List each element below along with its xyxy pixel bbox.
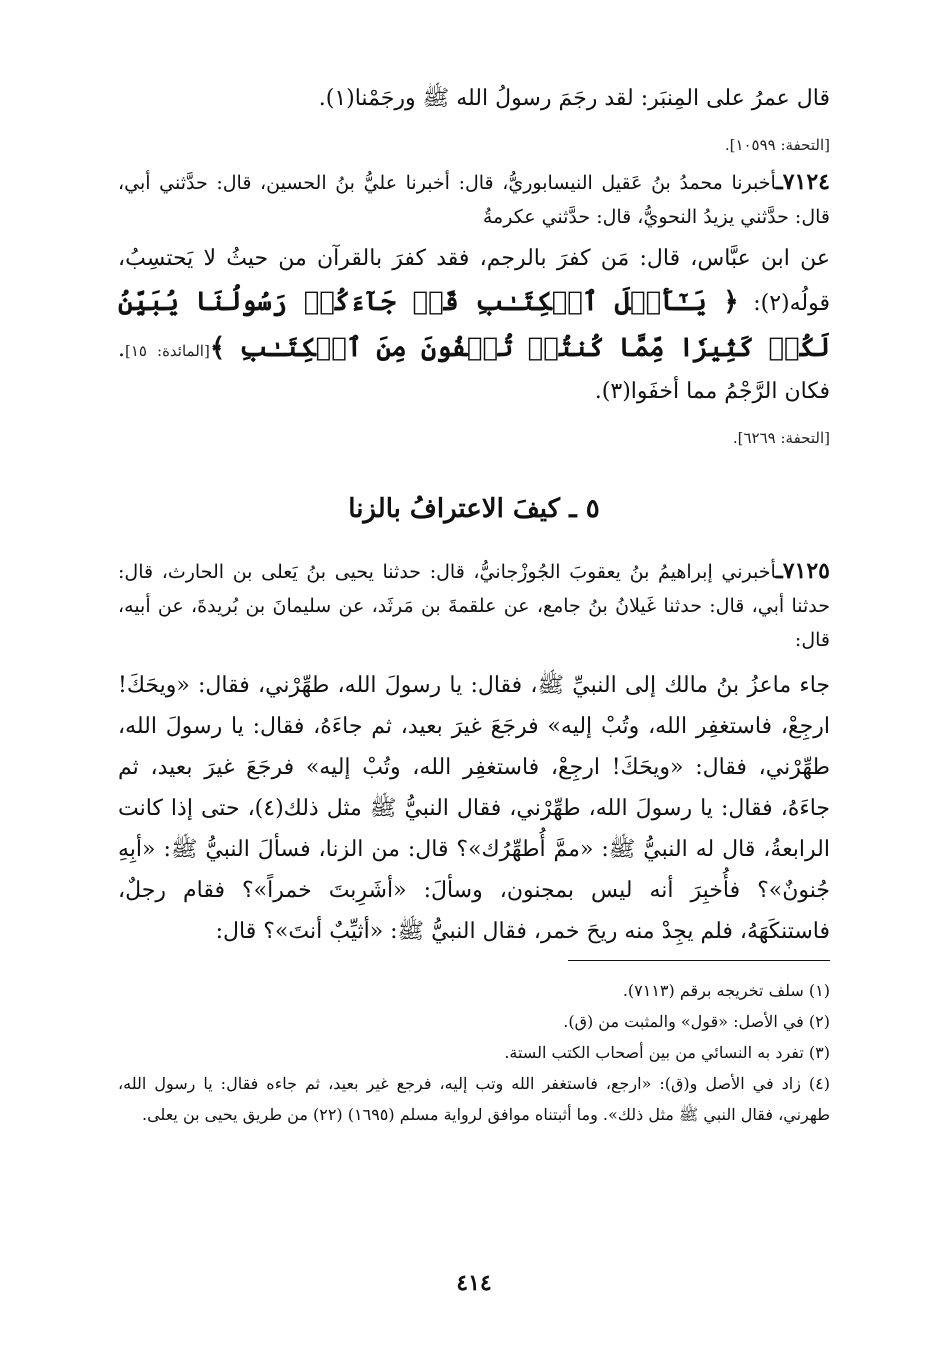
tuhfa-reference-1: [التحفة: ١٠٥٩٩]. xyxy=(724,136,830,154)
footnote-divider xyxy=(568,960,830,961)
hadith-7124-number: ٧١٢٤ـ xyxy=(776,169,830,195)
footnote-4: (٤) زاد في الأصل و(ق): «ارجع، فاستغفر الله وتب إليه، فرجع غير بعيد، ثم جاءه فقال: يا رسول الله، طهرني، فقال النبي ﷺ مثل ذلك». وما أثبتناه موافق لرواية مسلم (١٦٩٥) (٢٢) من طريق يحيى بن يعلى. xyxy=(118,1074,830,1124)
hadith-7125-isnad-text: أخبرني إبراهيمُ بنُ يعقوبَ الجُوزْجانيُّ، قال: حدثنا يحيى بنُ يَعلى بن الحارث، قال: حدثنا أبي، قال: حدثنا غَيلانُ بنُ جامع، عن علقمةَ بن مَرثَد، عن سليمانَ بن بُريدةَ، عن أبيه، قال: xyxy=(118,561,830,651)
hadith-7125-number: ٧١٢٥ـ xyxy=(776,558,830,584)
section-title: ٥ ـ كيفَ الاعترافُ بالزنا xyxy=(348,494,600,524)
quran-verse: ﴿ يَـٰٓأَهۡلَ ٱلۡكِتَـٰبِ قَدۡ جَآءَكُمۡ رَسُولُنَا يُبَيِّنُ لَكُمۡ كَثِيرٗا مِّمَّا كُنتُمۡ تُخۡفُونَ مِنَ ٱلۡكِتَـٰبِ ﴾ xyxy=(118,287,831,363)
hadith-7124-isnad xyxy=(118,165,830,234)
quran-verse-reference: [المائدة: ١٥] xyxy=(125,342,210,360)
hadith-7125-isnad xyxy=(118,554,830,657)
hadith-7124-matn xyxy=(118,238,830,412)
opening-line: قال عمرُ على المِنبَر: لقد رجَمَ رسولُ الله ﷺ ورجَمْنا(١). xyxy=(318,86,830,111)
tuhfa-reference-2: [التحفة: ٦٢٦٩]. xyxy=(732,429,830,447)
page-number: ٤١٤ xyxy=(456,1270,492,1296)
footnote-2: (٢) في الأصل: «قول» والمثبت من (ق). xyxy=(563,1012,830,1031)
footnote-1: (١) سلف تخريجه برقم (٧١١٣). xyxy=(622,981,830,1000)
footnote-3: (٣) تفرد به النسائي من بين أصحاب الكتب الستة. xyxy=(504,1043,830,1062)
hadith-7125-matn: جاء ماعزُ بنُ مالك إلى النبيِّ ﷺ، فقال: يا رسولَ الله، طهِّرْني، فقال: «ويحَكَ! ارجِعْ، فاستغفِر الله، وتُبْ إليه» فرجَعَ غيرَ بعيد، ثم جاءَهُ، فقال: يا رسولَ الله، طهِّرْني، فقال: «ويحَكَ! ارجِعْ، فاستغفِر الله، وتُبْ إليه» فرجَعَ غيرَ بعيد، ثم جاءَهُ، فقال: يا رسولَ الله، طهِّرْني، فقال النبيُّ ﷺ مثل ذلك(٤)، حتى إذا كانت الرابعةُ، قال له النبيُّ ﷺ: «ممَّ أُطهِّرُك»؟ قال: من الزنا، فسألَ النبيُّ ﷺ: «أبِهِ جُنونٌ»؟ فأُخبِرَ أنه ليس بمجنون، وسألَ: «أشَرِبتَ خمراً»؟ فقام رجلٌ، فاستنكَهَهُ، فلم يجِدْ منه ريحَ خمر، فقال النبيُّ ﷺ: «أثيِّبٌ أنتَ»؟ قال: xyxy=(118,673,830,944)
hadith-7124-isnad-text: أخبرنا محمدُ بنُ عَقيل النيسابوريُّ، قال: أخبرنا عليُّ بنُ الحسين، قال: حدَّثني أبي، قال: حدَّثني يزيدُ النحويُّ، قال: حدَّثني عكرمةُ xyxy=(118,172,830,228)
hadith-7124-matn-end: . فكان الرَّجْمُ مما أخفَوا(٣). xyxy=(118,337,830,404)
hadith-7124-matn-start: عن ابن عبَّاس، قال: مَن كفرَ بالرجم، فقد كفرَ بالقرآن من حيثُ لا يَحتسِبُ، قولُه(٢): xyxy=(118,246,830,316)
footnotes xyxy=(118,975,830,1130)
